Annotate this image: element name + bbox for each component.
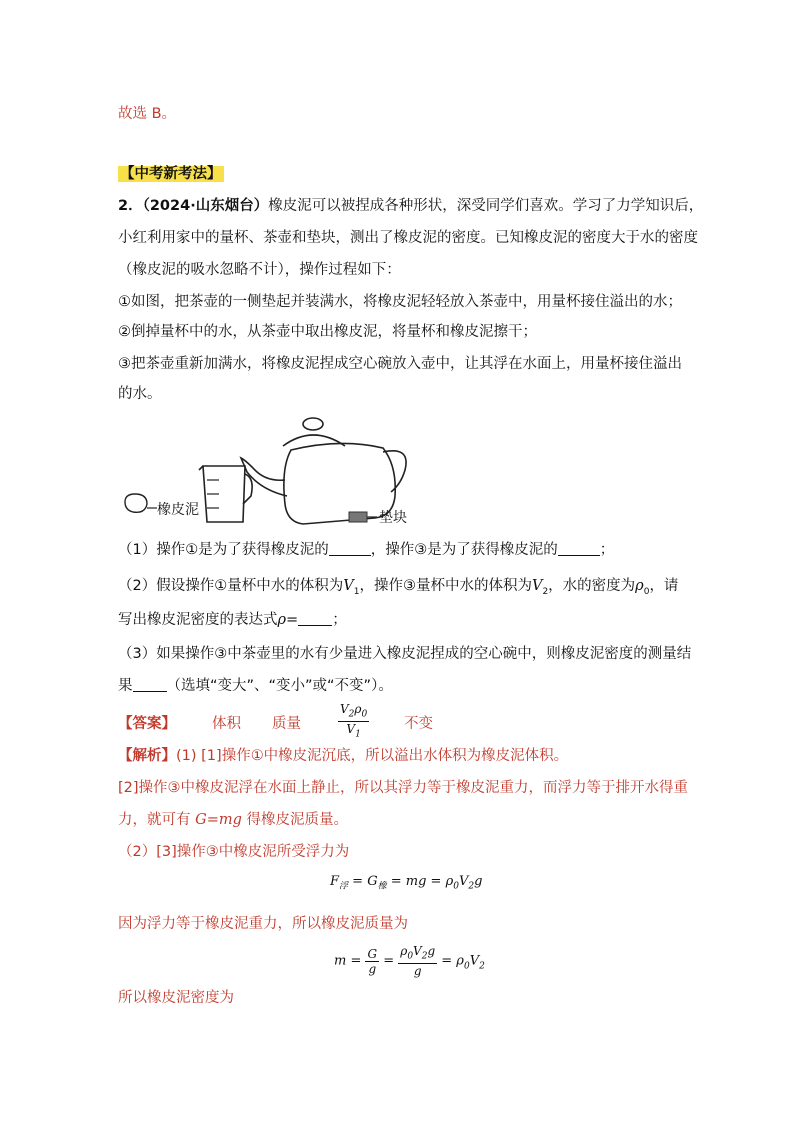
analysis-line-5: 因为浮力等于橡皮泥重力，所以橡皮泥质量为 (118, 916, 408, 932)
answer-volume: 体积 (212, 716, 241, 732)
sub-question-3-cont: 果 （选填“变大”、“变小”或“不变”）。 (118, 678, 393, 694)
experiment-figure (115, 408, 425, 533)
analysis-line-3: 力，就可有 G=mg 得橡皮泥质量。 (118, 812, 348, 828)
teapot-spout (241, 458, 287, 496)
analysis-line-2: [2]操作③中橡皮泥浮在水面上静止，所以其浮力等于橡皮泥重力，而浮力等于排开水得重 (118, 780, 689, 796)
question-step-3b: 的水。 (118, 386, 162, 402)
previous-answer-conclusion: 故选 B。 (118, 106, 177, 122)
answer-density-formula: $\frac{V_2\rho_0}{V_1}$ (340, 702, 368, 740)
question-line-3: （橡皮泥的吸水忽略不计），操作过程如下： (118, 262, 401, 278)
analysis-line-1: 【解析】(1) [1]操作①中橡皮泥沉底，所以溢出水体积为橡皮泥体积。 (118, 748, 569, 764)
question-step-3a: ③把茶壶重新加满水，将橡皮泥捏成空心碗放入壶中，让其浮在水面上，用量杯接住溢出 (118, 356, 682, 372)
question-step-2: ②倒掉量杯中的水，从茶壶中取出橡皮泥，将量杯和橡皮泥擦干； (118, 324, 537, 340)
analysis-line-6: 所以橡皮泥密度为 (118, 990, 234, 1006)
clay-lump (125, 494, 147, 512)
question-step-1: ①如图，把茶壶的一侧垫起并装满水，将橡皮泥轻轻放入茶壶中，用量杯接住溢出的水； (118, 294, 682, 310)
question-line-1: 2．（2024·山东烟台）橡皮泥可以被捏成各种形状，深受同学们喜欢。学习了力学知识后， (118, 198, 704, 214)
sub-question-2: （2）假设操作①量杯中水的体积为$V_1$，操作③量杯中水的体积为$V_2$，水的密度为$\rho_0$，请 (118, 578, 679, 597)
answer-blank-1 (329, 541, 371, 556)
question-line-2: 小红利用家中的量杯、茶壶和垫块，测出了橡皮泥的密度。已知橡皮泥的密度大于水的密度 (118, 230, 698, 246)
sub-question-1: （1）操作①是为了获得橡皮泥的 ，操作③是为了获得橡皮泥的 ； (118, 542, 615, 558)
support-block (349, 512, 367, 522)
answer-mass: 质量 (272, 716, 301, 732)
buoyancy-formula: $F_浮 = G_橡$ = mg = $\rho_0V_2g$ (330, 874, 483, 892)
sub-question-2-cont: 写出橡皮泥密度的表达式ρ= ； (118, 612, 347, 628)
question-number-source: 2．（2024·山东烟台） (118, 198, 269, 214)
answer-unchanged: 不变 (404, 716, 433, 732)
answer-blank-3 (298, 611, 332, 626)
clay-label: 橡皮泥 (157, 502, 199, 518)
section-tag: 【中考新考法】 (120, 166, 222, 182)
answer-blank-2 (558, 541, 600, 556)
block-label: 垫块 (379, 510, 407, 526)
mass-formula: m = $\frac{G}{g}$ = $\frac{\rho_0V_2g}{g}$ = $\rho_0V_2$ (334, 944, 485, 979)
analysis-line-4: （2）[3]操作③中橡皮泥所受浮力为 (118, 844, 350, 860)
answer-blank-4 (133, 677, 167, 692)
answer-label: 【答案】 (118, 716, 176, 732)
sub-question-3: （3）如果操作③中茶壶里的水有少量进入橡皮泥捏成的空心碗中，则橡皮泥密度的测量结 (118, 646, 692, 662)
teapot-lid-knob (303, 418, 323, 430)
